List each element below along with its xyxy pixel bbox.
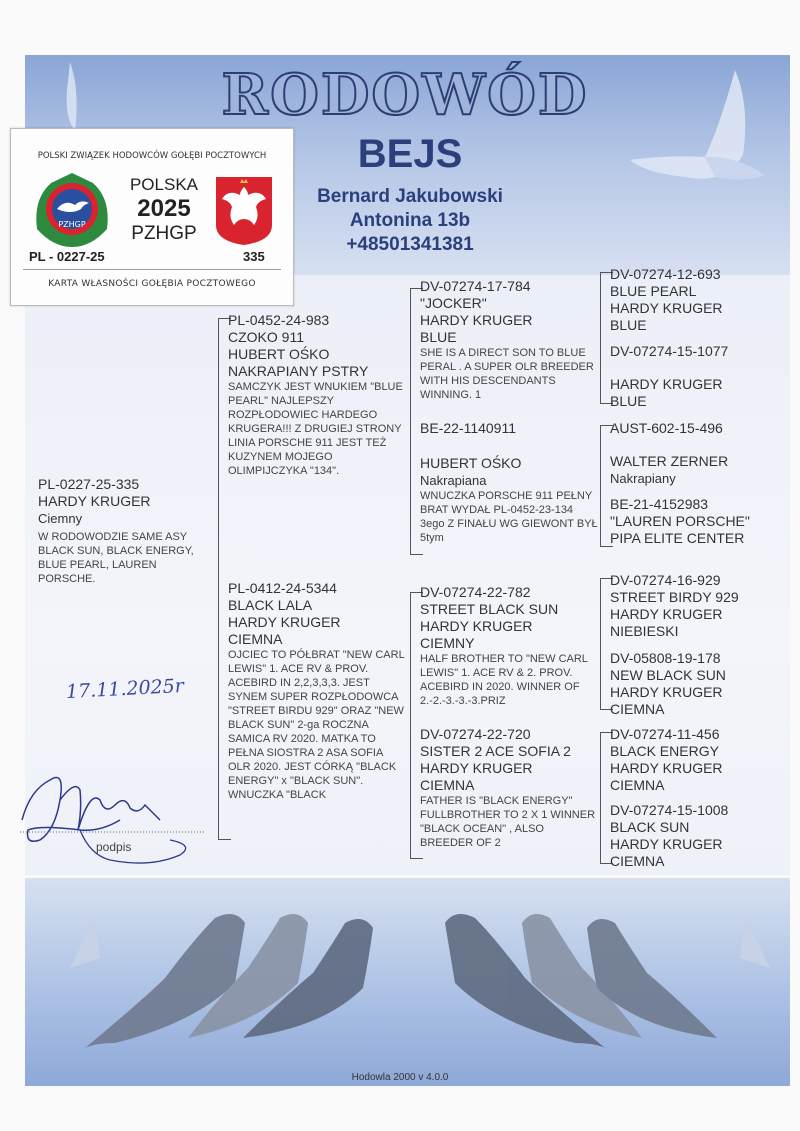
mff-ring: DV-07274-16-929 bbox=[610, 572, 721, 588]
fmf-entry bbox=[610, 420, 790, 487]
ffm-color: BLUE bbox=[610, 393, 647, 409]
pigeons-group-right-graphic bbox=[425, 898, 775, 1078]
father-color: NAKRAPIANY PSTRY bbox=[228, 363, 369, 379]
pigeon-name: BEJS bbox=[357, 132, 463, 176]
mmm-ring: DV-07274-15-1008 bbox=[610, 802, 729, 818]
mfm-ring: DV-05808-19-178 bbox=[610, 650, 721, 666]
ffm-ring: DV-07274-15-1077 bbox=[610, 343, 729, 359]
card-divider bbox=[23, 269, 281, 270]
card-ring-number: PL - 0227-25 bbox=[29, 249, 105, 264]
ffm-entry bbox=[610, 343, 790, 410]
mm-name: SISTER 2 ACE SOFIA 2 bbox=[420, 743, 571, 759]
card-org: PZHGP bbox=[131, 223, 197, 244]
pedigree-title: RODOWÓD bbox=[221, 62, 589, 128]
logo-text: PZHGP bbox=[58, 220, 86, 229]
ff-note: SHE IS A DIRECT SON TO BLUE PERAL . A SUPER OLR BREEDER WITH HIS DESCENDANTS WINNING. 1 bbox=[420, 347, 594, 401]
fff-breeder: HARDY KRUGER bbox=[610, 300, 723, 316]
fmf-color: Nakrapiany bbox=[610, 471, 676, 486]
owner-address: Antonina 13b bbox=[349, 210, 471, 231]
mf-entry bbox=[420, 584, 598, 710]
mother-breeder: HARDY KRUGER bbox=[228, 614, 341, 630]
fmm-entry bbox=[610, 496, 790, 547]
subject-entry bbox=[38, 476, 213, 586]
ff-name: "JOCKER" bbox=[420, 295, 487, 311]
father-breeder: HUBERT OŚKO bbox=[228, 346, 330, 362]
pigeons-footer-background bbox=[25, 878, 790, 1086]
fmf-ring: AUST-602-15-496 bbox=[610, 420, 723, 436]
ff-color: BLUE bbox=[420, 329, 457, 345]
mff-name: STREET BIRDY 929 bbox=[610, 589, 739, 605]
ownership-card bbox=[10, 128, 294, 306]
mfm-entry bbox=[610, 650, 790, 718]
fmm-breeder: PIPA ELITE CENTER bbox=[610, 530, 745, 546]
card-country: POLSKA bbox=[129, 175, 199, 194]
subject-ring: PL-0227-25-335 bbox=[38, 476, 140, 492]
software-version: Hodowla 2000 v 4.0.0 bbox=[351, 1072, 449, 1083]
pigeons-group-left-graphic bbox=[65, 898, 405, 1078]
mfm-breeder: HARDY KRUGER bbox=[610, 684, 723, 700]
fmm-name: "LAUREN PORSCHE" bbox=[610, 513, 750, 529]
father-entry bbox=[228, 312, 406, 478]
mmf-name: BLACK ENERGY bbox=[610, 743, 719, 759]
signature-label: podpis bbox=[96, 840, 132, 854]
mmf-entry bbox=[610, 726, 790, 794]
card-year: 2025 bbox=[137, 195, 191, 222]
pzhgp-logo bbox=[31, 169, 113, 251]
mf-ring: DV-07274-22-782 bbox=[420, 584, 531, 600]
mff-entry bbox=[610, 572, 790, 640]
owner-phone: +48501341381 bbox=[346, 234, 474, 255]
mm-ring: DV-07274-22-720 bbox=[420, 726, 531, 742]
card-caption: KARTA WŁASNOŚCI GOŁĘBIA POCZTOWEGO bbox=[48, 279, 256, 289]
mfm-color: CIEMNA bbox=[610, 701, 665, 717]
fmf-breeder: WALTER ZERNER bbox=[610, 453, 729, 469]
mmm-name: BLACK SUN bbox=[610, 819, 690, 835]
mf-name: STREET BLACK SUN bbox=[420, 601, 559, 617]
fff-entry bbox=[610, 266, 790, 334]
subject-breeder: HARDY KRUGER bbox=[38, 493, 151, 509]
card-center-text bbox=[119, 175, 209, 245]
fm-breeder: HUBERT OŚKO bbox=[420, 455, 522, 471]
subject-note: W RODOWODZIE SAME ASY BLACK SUN, BLACK ENERGY, BLUE PEARL, LAUREN PORSCHE. bbox=[38, 531, 194, 585]
mother-color: CIEMNA bbox=[228, 631, 283, 647]
mm-note: FATHER IS "BLACK ENERGY" FULLBROTHER TO 2 X 1 WINNER "BLACK OCEAN" , ALSO BREEDER OF 2 bbox=[420, 795, 596, 849]
mother-entry bbox=[228, 580, 406, 834]
fm-note: WNUCZKA PORSCHE 911 PEŁNY BRAT WYDAŁ PL-0452-23-134 3ego Z FINAŁU WG GIEWONT BYŁ 5tym bbox=[420, 490, 598, 544]
handwritten-date: 17.11.2025r bbox=[65, 674, 185, 704]
association-name: POLSKI ZWIĄZEK HODOWCÓW GOŁĘBI POCZTOWYCH bbox=[37, 151, 267, 161]
ff-ring: DV-07274-17-784 bbox=[420, 278, 531, 294]
mmm-breeder: HARDY KRUGER bbox=[610, 836, 723, 852]
fm-entry bbox=[420, 420, 598, 545]
father-note: SAMCZYK JEST WNUKIEM "BLUE PEARL" NAJLEPSZY ROZPŁODOWIEC HARDEGO KRUGERA!!! Z DRUGIEJ STRONY LINIA PORSCHE 911 JEST TEŻ KUZYNEM MOJEGO OLIMPIJCZYKA "134". bbox=[228, 381, 403, 477]
mfm-name: NEW BLACK SUN bbox=[610, 667, 726, 683]
mother-ring: PL-0412-24-5344 bbox=[228, 580, 337, 596]
card-number: 335 bbox=[243, 249, 265, 264]
subject-color: Ciemny bbox=[38, 511, 83, 526]
mmf-breeder: HARDY KRUGER bbox=[610, 760, 723, 776]
owner-name: Bernard Jakubowski bbox=[317, 186, 503, 207]
father-name: CZOKO 911 bbox=[228, 329, 304, 345]
fff-color: BLUE bbox=[610, 317, 647, 333]
ffm-breeder: HARDY KRUGER bbox=[610, 376, 723, 392]
mmf-color: CIEMNA bbox=[610, 777, 665, 793]
fff-ring: DV-07274-12-693 bbox=[610, 266, 721, 282]
ff-entry bbox=[420, 278, 598, 402]
mm-entry bbox=[420, 726, 598, 852]
mff-breeder: HARDY KRUGER bbox=[610, 606, 723, 622]
mm-color: CIEMNA bbox=[420, 777, 475, 793]
mf-breeder: HARDY KRUGER bbox=[420, 618, 533, 634]
owner-block bbox=[290, 185, 530, 257]
mmm-color: CIEMNA bbox=[610, 853, 665, 869]
mother-name: BLACK LALA bbox=[228, 597, 313, 613]
mf-note: HALF BROTHER TO "NEW CARL LEWIS" 1. ACE RV & 2. PROV. ACEBIRD IN 2020. WINNER OF 2.-2.-3.-3.-3.PRIZ bbox=[420, 653, 588, 707]
fmm-ring: BE-21-4152983 bbox=[610, 496, 709, 512]
mff-color: NIEBIESKI bbox=[610, 623, 679, 639]
fff-name: BLUE PEARL bbox=[610, 283, 697, 299]
mm-breeder: HARDY KRUGER bbox=[420, 760, 533, 776]
ff-breeder: HARDY KRUGER bbox=[420, 312, 533, 328]
mf-color: CIEMNY bbox=[420, 635, 475, 651]
fm-color: Nakrapiana bbox=[420, 473, 487, 488]
mother-note: OJCIEC TO PÓŁBRAT "NEW CARL LEWIS" 1. ACE RV & PROV. ACEBIRD IN 2,2,3,3,3. JEST SYNEM SUPER ROZPŁODOWCA "STREET BIRDU 929" ORAZ "NEW BLACK SUN" 2-ga ROCZNA SAMICA RV 2020. MATKA TO PEŁNA SIOSTRA 2 ASA SOFIA OLR 2020. JEST CÓRKĄ "BLACK ENERGY" x "BLACK SUN". WNUCZKA "BLACK bbox=[228, 649, 405, 801]
fm-ring: BE-22-1140911 bbox=[420, 420, 516, 436]
flying-pigeon-right-graphic bbox=[625, 65, 785, 215]
mmf-ring: DV-07274-11-456 bbox=[610, 726, 720, 742]
mmm-entry bbox=[610, 802, 790, 870]
father-ring: PL-0452-24-983 bbox=[228, 312, 330, 328]
polish-eagle-emblem bbox=[214, 175, 274, 247]
